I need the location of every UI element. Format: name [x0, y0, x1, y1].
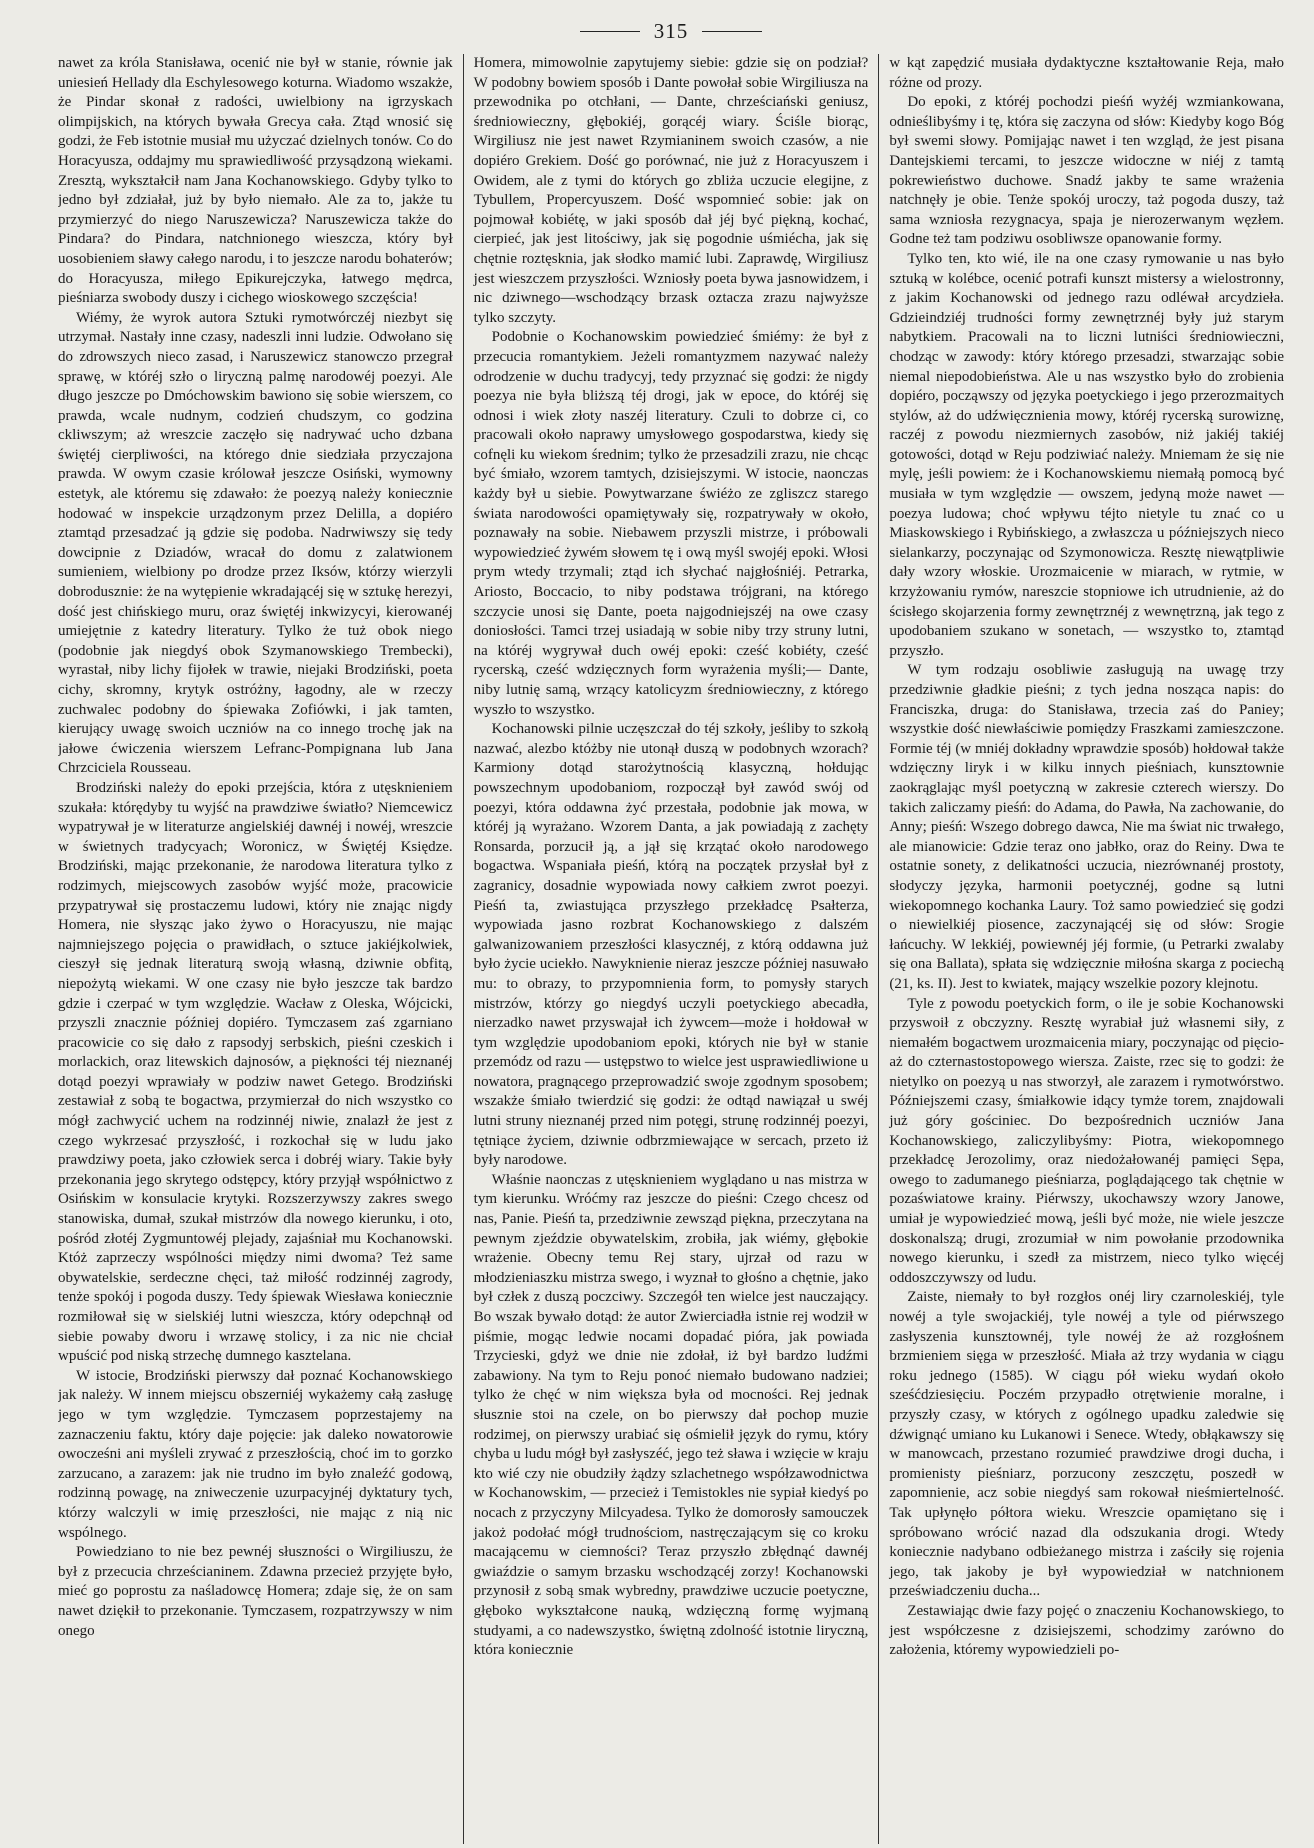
column-1: [58, 54, 463, 1844]
paragraph: Podobnie o Kochanowskim powiedzieć śmiémy: że był z przecucia romantykiem. Jeżeli romantyzmem nazywać należy odrodzenie w duchu tradycyj, tedy przyznać się godzi: że nigdy poezya nie była bliższą téj drogi, jak w epoce, do któréj się odnosi i wiek złoty naszéj literatury. Czuli to dobrze ci, co pracowali około naprawy umysłowego gospodarstwa, kiedy się cofnęli ku wiekom średnim; tylko że przesadzili zrazu, nie chcąc być śmiało, wzorem tamtych, dzisiejszymi. W istocie, naonczas każdy był u siebie. Powytwarzane świéżo ze zgliszcz starego świata narodowości opamiętywały się, rozpatrywały w około, poznawały na sobie. Niebawem przyszli mistrze, i próbowali wypowiedzieć żywém słowem tę i ową myśl swojéj epoki. Włosi prym wtedy trzymali; ztąd ich słychać najgłośniéj. Petrarka, Ariosto, Boccacio, to niby podstawa trójgrani, na którego szczycie unosi się Dante, poeta najgodniejszéj na owe czasy doniosłości. Tamci trzej usiadają w sobie niby trzy struny lutni, na któréj wygrywał duch owéj epoki: cześć kobiéty, cześć rycerską, cześć wdzięcznych form wyrażenia myśli;— Dante, niby lutnię samą, wrzący katolicyzm średniowieczny, z którego wyszło to wszystko.: [473, 329, 869, 718]
paragraph: Tyle z powodu poetyckich form, o ile je sobie Kochanowski przyswoił z obczyzny. Resztę wyrabiał już własnemi siły, z niemałém bogactwem urozmaicenia miary, poczynając od pięcio-aż do czternastostopowego wiersza. Zaiste, rzec się to godzi: że nietylko on poezyą u nas stworzył, ale zarazem i rymotwórstwo. Późniejszemi czasy, śmiałkowie idący tymże torem, znajdowali już góry gościniec. Do bezpośrednich uczniów Jana Kochanowskiego, zaliczylibyśmy: Piotra, wiekopomnego przekładcę Jerozolimy, oraz niedożałowanéj pamięci Sępa, owego to zadumanego pieśniarza, poglądającego tak chętnie w pozaświatowe krainy. Piérwszy, ukochawszy wzory Janowe, umiał je wypowiedzieć mową, jeśli być może, nie wiele jeszcze doskonalszą; drugi, zrozumiał w nim powołanie przodownika nowego kierunku, i szedł za mistrzem, nieco tylko więcéj oddoszczywszy od ludu.: [889, 995, 1285, 1286]
paragraph: Kochanowski pilnie uczęszczał do téj szkoły, jeśliby to szkołą nazwać, alezbo któżby nie utonął duszą w podobnych wzorach? Karmiony dotąd starożytnością klasyczną, hołdując powszechnym upodobaniom, rozpoczął był zawód swój od poezyi, która oddawna żyć przestała, podobnie jak mowa, w któréj ją wyrażano. Wzorem Danta, a jak powiadają z zachęty Ronsarda, porzucił ją, a jął się krzątać około narodowego bogactwa. Wspaniała pieśń, którą na początek przysłał był z zagranicy, dosadnie wypowiada nowy całkiem zwrot poezyi. Pieśń ta, zwiastująca przyszłego przekładcę Psałterza, wypowiada jasno rozbrat Kochanowskiego z dalszém galwanizowaniem przeszłości klasycznéj, z którą oddawna już było życie uciekło. Nawyknienie nieraz jeszcze później nasuwało mu: to obrazy, to przypomnienia form, to pomysły starych mistrzów, którzy go niegdyś uczyli poetyckiego abecadła, nierzadko nawet przyswajał ich żywcem—może i hołdował w tym względzie upodobaniom epoki, których nie był w stanie przemódz od razu — ustępstwo to wielce jest usprawiedliwione u nowatora, pragnącego przeprowadzić swoje zgodnym sposobem; wszakże śmiało twierdzić się godzi: że odtąd nawiązał u swéj lutni struny nieznanéj przed nim potęgi, strunę rodzinnéj poezyi, tętniące życiem, dziwnie odbrzmiewające w sercach, przeto iż były narodowe.: [473, 721, 869, 1169]
paragraph: Brodziński należy do epoki przejścia, która z utęsknieniem szukała: którędyby tu wyjść na prawdziwe światło? Niemcewicz wypatrywał je w literaturze angielskiéj dawnéj i nowéj, wreszcie w świetnych tradycyach; Woronicz, w Świętéj Księdze. Brodziński, mając przekonanie, że narodowa literatura tylko z rodzimych, miejscowych zasobów wyjść może, pracowicie przypatrywał się prostaczemu ludowi, który nie znając nigdy Homera, nie słysząc jako żywo o Horacyuszu, nie mając najmniejszego pojęcia o prawidłach, o sztuce jakiéjkolwiek, cieszył się jednak literaturą swoją własną, dziwnie obfitą, niepożytą wiekami. W one czasy nie było jeszcze tak bardzo gdzie i czerpać w tym względzie. Wacław z Oleska, Wójcicki, przyszli znacznie później dopiéro. Tymczasem zaś zgarniano pracowicie co się dało z rapsodyj serbskich, pieśni czeskich i morlackich, oraz litewskich dajnosów, a piękności téj nieznanéj dotąd poezyi wprawiały w podziw nawet Getego. Brodziński zestawiał z sobą te bogactwa, przymierzał do nich wszystko co mógł zachwycić uchem na rodzinnéj niwie, znalazł że jest z czego wykrzesać przyszłość, i rozkochał się w ludu jako prawdziwy poeta, jako człowiek serca i dobréj wiary. Takie były przekonania jego skrytego odstępcy, który przyjął współnictwo z Osińskim w konsulacie krytyki. Rozszerzywszy zakres swego stanowiska, dumał, szukał mistrzów dla nowego kierunku, i oto, pośród złotéj Zygmuntowéj plejady, zajaśniał mu Kochanowski. Któż zaprzeczy wspólności między nimi dwoma? Też same obywatelskie, serdeczne chęci, taż miłość rodzinnéj zagrody, tenże spokój i pogoda duszy. Tedy śpiewak Wiesława koniecznie rozmiłował się w sielskiéj lutni wieszcza, który odepchnął od siebie powaby dworu i wrzawę stolicy, i za nic nie chciał wpuścić pod niską strzechę dumnego kasztelana.: [58, 779, 453, 1365]
paragraph: Właśnie naonczas z utęsknieniem wyglądano u nas mistrza w tym kierunku. Wróćmy raz jeszcze do pieśni: Czego chcesz od nas, Panie. Pieśń ta, przedziwnie zewsząd piękna, przeczytana na pewnym zjeździe obywatelskim, zrobiła, jak wiémy, głębokie wrażenie. Obecny temu Rej stary, ujrzał od razu w młodzieniaszku mistrza swego, i wyznał to głośno a chętnie, jako był człek z duszą poczciwy. Szczegół ten wielce jest nauczający. Bo wszak bywało dotąd: że autor Zwierciadła istnie rej wodził w piśmie, mogąc ledwie nocami dopadać pióra, jak powiada Trzycieski, gdyż we dnie nie zdołał, iż był bardzo ludźmi zabawiony. Na tym to Reju ponoć niemało budowano nadziei; tylko że chęć w nim większa była od mocności. Rej jednak słusznie stoi na czele, on bo pierwszy dał pochop muzie rodzimej, on pierwszy urabiać się ośmielił język do rymu, który chyba u ludu mógł był zasłyszéć, jego też sława i wzięcie w kraju kto wié czy nie obudziły żądzy szlachetnego współzawodnictwa w Kochanowskim, — przecież i Temistokles nie sypiał kiedyś po nocach z przyczyny Milcyadesa. Tylko że domorosły samouczek jakoż podołać mógł trudnościom, nastręczającym się co kroku macającemu w ciemności? Teraz przyszło zbłędnąć dawnéj gwiaździe o samym brzasku wschodzącéj zorzy! Kochanowski przynosił z sobą smak wybredny, prawdziwe uczucie poetyczne, głęboko wykształcone nauką, wdzięczną formę wyjmaną studyami, a co nadewszystko, świętną zdolność istotnie liryczną, która koniecznie: [473, 1171, 869, 1659]
page-header: [58, 14, 1284, 48]
paragraph: W tym rodzaju osobliwie zasługują na uwagę trzy przedziwnie gładkie pieśni; z tych jedna nosząca napis: do Franciszka, druga: do Stanisława, trzecia zaś do Paniey; wszystkie dość niewłaściwie pomiędzy Fraszkami zamieszczone. Formie téj (w mniéj dokładny wprawdzie sposób) hołdował także wdzięczny liryk i w kilku innych pieśniach, kunsztownie zaokrąglając myśl poetyczną w zakresie czterech wierszy. Do takich zaliczamy pieśń: do Adama, do Pawła, Na zachowanie, do Anny; pieśń: Wszego dobrego dawca, Nie ma świat nic trwałego, ale mianowicie: Gdzie teraz ono jabłko, oraz do Reiny. Dwa te ostatnie sonety, z delikatności uczucia, niezrównanéj prostoty, słodyczy języka, harmonii poetycznéj, godne są lutni wiekopomnego kochanka Laury. Toż samo powiedzieć się godzi o niewielkiéj piosence, zaczynającéj się od słów: Srogie łańcuchy. W lekkiéj, powiewnéj jéj formie, (u Petrarki zwalaby się ona Ballata), spłata się wdzięcznie miłośna skarga z pociechą (21, ks. II). Jest to kwiatek, mający wszelkie pozory klejnotu.: [889, 662, 1285, 992]
paragraph: Zaiste, niemały to był rozgłos onéj liry czarnoleskiéj, tyle nowéj a tyle swojackiéj, tyle nowéj a tyle od piérwszego zasłyszenia kunsztownéj, tyle nowéj że aż rozgłośnem brzmieniem sięga w przeszłość. Miała aż trzy wydania w ciągu roku jednego (1585). W ciągu pół wieku wydań około sześćdziesięciu. Poczém przypadło otrętwienie moralne, i przyszły czasy, w których z ogólnego upadku zaledwie się dźwignąć umiano ku Lukanowi i Senece. Wtedy, obłąkawszy się w manowcach, przestano rozumieć prawdziwe drogi ducha, i promienisty pieśniarz, porzucony zeszczętu, poszedł w zapomnienie, acz sobie niegdyś sam rokował nieśmiertelność. Tak upłynęło półtora wieku. Wreszcie opamiętano się i spróbowano wrócić nazad dla odszukania drogi. Wtedy koniecznie nadybano odbieżanego mistrza i zaściły się rojenia jego, tak jakoby je był wypowiedział w natchnionem przeświadczeniu ducha...: [889, 1289, 1285, 1600]
paragraph: Tylko ten, kto wié, ile na one czasy rymowanie u nas było sztuką w kolébce, ocenić potrafi kunszt mistersy a wielostronny, z jakim Kochanowski od jednego razu odléwał arcydzieła. Gdzieindziéj trudności formy zewnętrznéj były już starym nabytkiem. Pracowali na to liczni lutniści średniowieczni, chodząc w zawody: który którego przesadzi, stwarzając sobie niemal niepodobieństwa. Ale u nas wszystko było do zrobienia dopiéro, począwszy od języka poetyckiego i jego przerozmaitych stylów, aż do udźwięcznienia mowy, któréj rycerską surowiznę, raczéj z powodu niezmiernych zasobów, niż jakiéj takiéj gotowości, dotąd w Reju podziwiać należy. Mniemam że się nie mylę, jeśli powiem: że i Kochanowskiemu niemałą pomocą być musiała w tym względzie — owszem, jedyną może nawet — poezya ludowa; choć wpływu téjto nietyle tu znać co u Miaskowskiego i Rybińskiego, a zwłaszcza u późniejszych nieco sielankarzy, poczynając od Szymonowicza. Resztę niewątpliwie dały wzory włoskie. Urozmaicenie w miarach, w rytmie, w krzyżowaniu rymów, nareszcie stopniowe ich utrudnienie, aż do ścisłego skojarzenia formy zewnętrznéj z wewnętrzną, jak tego z upodobaniem szukano w sonetach, — wszystko to, ztamtąd przyszło.: [889, 250, 1285, 659]
paragraph: Powiedziano to nie bez pewnéj słuszności o Wirgiliuszu, że był z przecucia chrześcianinem. Zdawna przecież przyjęte było, mieć go poprostu za naśladowcę Homera; zdaje się, że on sam nawet dziękił to przekonanie. Tymczasem, rozpatrzywszy w nim onego: [58, 1544, 453, 1639]
paragraph: W istocie, Brodziński pierwszy dał poznać Kochanowskiego jak należy. W innem miejscu obszerniéj wykażemy całą zasługę jego w tym względzie. Tymczasem poprzestajemy na zaznaczeniu faktu, który daje pojęcie: jak daleko nowatorowie owocześni ani myśleli zrywać z przeszłością, choć im to gorzko zarzucano, a zarazem: jak nie trudno im było znaleźć godową, rodzinną powagę, na zniweczenie uzurpacyjnéj dyktatury tych, którzy walczyli w imię przeszłości, nie mając z nią nic wspólnego.: [58, 1367, 453, 1541]
paragraph: w kąt zapędzić musiała dydaktyczne kształtowanie Reja, mało różne od prozy.: [889, 55, 1285, 91]
paragraph: Zestawiając dwie fazy pojęć o znaczeniu Kochanowskiego, to jest współczesne z dzisiejszemi, schodzimy zarówno do założenia, któremy wypowiedzieli po-: [889, 1602, 1285, 1659]
header-rule-left: [580, 31, 640, 32]
page-number: 315: [653, 18, 689, 43]
paragraph: nawet za króla Stanisława, ocenić nie był w stanie, równie jak uniesień Hellady dla Eschylesowego koturna. Wiadomo wszakże, że Pindar skonał z radości, uwielbiony na igrzyskach olimpijskich, na których bywała Grecya cała. Ztąd wnosić się godzi, że Feb istotnie musiał mu użyczać dzielnych tonów. Co do Horacyusza, oddajmy mu sprawiedliwość przysądzoną wiekami. Zresztą, wykształcił nam Jana Kochanowskiego. Gdyby tylko to jedno był zdziałał, już by było niemało. Ale za to, jakże tu przymierzyć do niego Naruszewicza? Naruszewicza także do Pindara? do Pindara, natchnionego wieszcza, który był uosobieniem sławy całego narodu, i to jeszcze narodu bohaterów; do Horacyusza, miłego Epikurejczyka, łatwego mędrca, pieśniarza swobody duszy i cichego wioskowego szczęścia!: [58, 55, 453, 307]
paragraph: Do epoki, z któréj pochodzi pieśń wyżéj wzmiankowana, odnieślibyśmy i tę, która się zaczyna od słów: Kiedyby kogo Bóg był swemi słowy. Pomijając nawet i ten wzgląd, że jest pisana Dantejskiemi tercami, to jeszcze widoczne w niéj z tamtą pokrewieństwo duchowe. Snadź jakby te same wrażenia natchnęły je obie. Tenże spokój uroczy, taż pogoda duszy, taż sama wzniosła rezygnacya, spaja je nierozerwanym węzłem. Godne też tam podziwu osobliwsze opanowanie formy.: [889, 94, 1285, 248]
column-2: [464, 54, 879, 1844]
header-rule-right: [702, 31, 762, 32]
text-columns: [58, 54, 1284, 1844]
paragraph: Wiémy, że wyrok autora Sztuki rymotwórczéj niezbyt się utrzymał. Nastały inne czasy, nadeszli inni ludzie. Odwołano się do zdrowszych nieco zasad, i Naruszewicz stanowczo przegrał sprawę, w któréj szło o liryczną palmę narodowéj poezyi. Ale długo jeszcze po Dmóchowskim bawiono się sobie wierszem, co prawda, wcale nudnym, codzień chudszym, co godzina ckliwszym; aż wreszcie zaczęło się nadrywać ucho dzbana świętéj cierpliwości, na którego dnie siedziała przyczajona prawda. W owym czasie królował jeszcze Osiński, wymowny estetyk, ale któremu się zdawało: że poezyą należy koniecznie hodować w inspekcie urządzonym przez Delilla, a dopiéro ztamtąd przesadzać ją gdzie się podoba. Nadrwiwszy się tedy dowcipnie z Dziadów, wracał do domu z zalatwionem sumieniem, wielbiony po drodze przez Iksów, którzy wierzyli dobrodusznie: że na wytępienie wkradającéj się w sztukę herezyi, dość jest chińskiego muru, oraz świętéj inkwizycyi, kierowanéj umiejętnie z katedry literatury. Tylko że tuż obok niego (podobnie jak niegdyś obok Szymanowskiego Trembecki), wyrastał, niby lichy fijołek w trawie, niejaki Brodziński, poeta cichy, skromny, krytyk ostróżny, łagodny, ale w rzeczy zuchwalec podobny do śpiewaka Zofiówki, i jak tamten, kierujący uwagę swoich uczniów na co innego trochę jak na jałowe ćwiczenia wierszem Lefranc-Pompignana lub Jana Chrzciciela Rousseau.: [58, 309, 453, 777]
paragraph: Homera, mimowolnie zapytujemy siebie: gdzie się on podział? W podobny bowiem sposób i Dante powołał sobie Wirgiliusza na przewodnika po otchłani, — Dante, chrześciański geniusz, średniowieczny, głębokiéj, gorącéj wiary. Ściśle biorąc, Wirgiliusz nie jest nawet Rzymianinem swoich czasów, a nie dopiéro Grekiem. Dość go porównać, nie już z Horacyuszem i Owidem, ale z tymi do których go zbliża uczucie elegijne, z Tybullem, Propercyuszem. Dość wspomnieć sobie: jak on pojmował kobiétę, w jaki sposób dał jéj być piękną, kochać, cierpieć, jak jest litościwy, jak się pogodnie uśmiécha, jak się chętnie roztęsknia, jak słodko mamić lubi. Zaprawdę, Wirgiliusz jest wieszczem przyszłości. Wzniosły poeta bywa jasnowidzem, i nic dziwnego—wschodzący brzask oztacza zrazu najwyższe tylko szczyty.: [473, 55, 869, 326]
column-3: [879, 54, 1284, 1844]
